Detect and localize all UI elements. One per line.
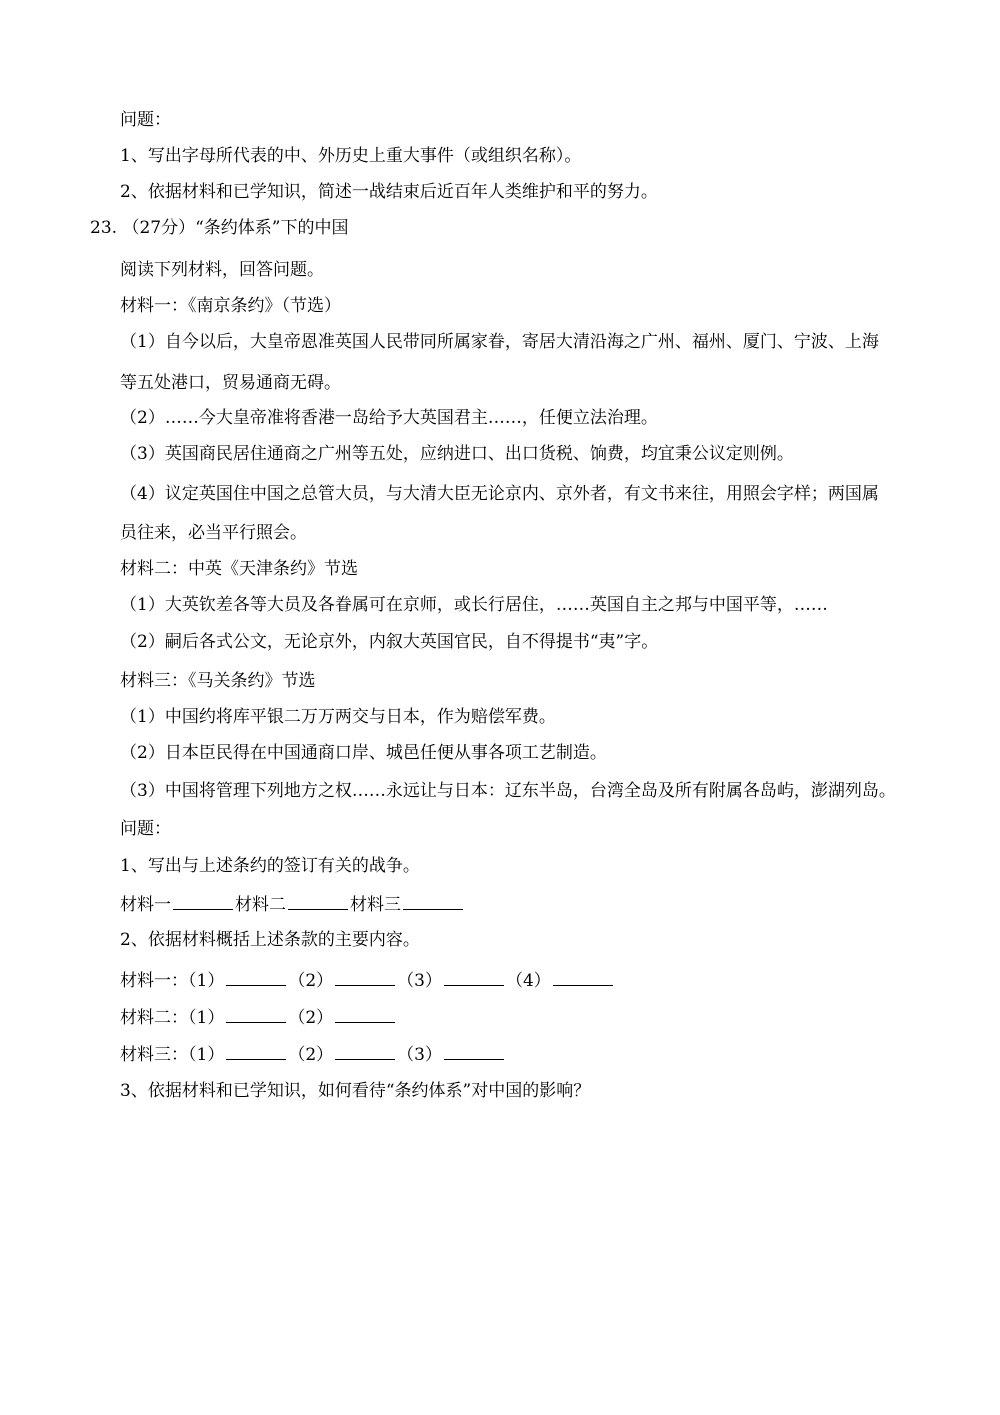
row-label-material-2: 材料二：	[120, 1008, 188, 1028]
prev-question-1: 1、写出字母所代表的中、外历史上重大事件（或组织名称）。	[120, 146, 582, 166]
num-3: （3）	[397, 1045, 442, 1065]
blank-m2-2[interactable]	[335, 1004, 395, 1023]
material-2-clause-1: （1）大英钦差各等大员及各眷属可在京师，或长行居住，……英国自主之邦与中国平等，……	[120, 595, 828, 615]
instruction: 阅读下列材料，回答问题。	[120, 260, 324, 280]
num-2: （2）	[288, 971, 334, 991]
num-1: （1）	[188, 1045, 225, 1065]
answer-row-material-3	[120, 1041, 506, 1066]
num-4: （4）	[505, 971, 551, 991]
material-3-title: 材料三：《马关条约》节选	[120, 671, 316, 691]
questions-heading: 问题：	[120, 819, 171, 839]
question-3: 3、依据材料和已学知识，如何看待“条约体系”对中国的影响？	[120, 1081, 591, 1101]
blank-m1-1[interactable]	[226, 967, 286, 986]
blank-war-1[interactable]	[173, 891, 233, 910]
num-2: （2）	[288, 1008, 334, 1028]
material-1-title: 材料一：《南京条约》（节选）	[120, 296, 341, 316]
material-3-clause-3: （3）中国将管理下列地方之权……永远让与日本：辽东半岛，台湾全岛及所有附属各岛屿，澎湖列岛。	[120, 781, 896, 801]
answer-row-material-2	[120, 1004, 397, 1029]
prev-question-2: 2、依据材料和已学知识，简述一战结束后近百年人类维护和平的努力。	[120, 182, 658, 202]
answer-row-material-1	[120, 967, 615, 992]
material-3-clause-2: （2）日本臣民得在中国通商口岸、城邑任便从事各项工艺制造。	[120, 743, 607, 763]
question-1: 1、写出与上述条约的签订有关的战争。	[120, 856, 420, 876]
prev-questions-heading: 问题：	[120, 110, 171, 130]
material-1-clause-1: （1）自今以后，大皇帝恩准英国人民带同所属家眷，寄居大清沿海之广州、福州、厦门、宁波、上海	[120, 332, 879, 352]
num-2: （2）	[288, 1045, 334, 1065]
material-1-clause-4-cont: 员往来，必当平行照会。	[120, 523, 307, 543]
blank-war-2[interactable]	[288, 891, 348, 910]
material-1-clause-3: （3）英国商民居住通商之广州等五处，应纳进口、出口货税、饷费，均宜秉公议定则例。	[120, 444, 794, 464]
label-material-2: 材料二	[235, 895, 286, 915]
material-1-clause-4: （4）议定英国住中国之总管大员，与大清大臣无论京内、京外者，有文书来往，用照会字样；两国属	[120, 484, 879, 504]
num-1: （1）	[188, 971, 225, 991]
material-2-title: 材料二：中英《天津条约》节选	[120, 559, 358, 579]
blank-m1-2[interactable]	[335, 967, 395, 986]
question-2: 2、依据材料概括上述条款的主要内容。	[120, 930, 420, 950]
blank-m1-3[interactable]	[444, 967, 504, 986]
blank-m3-2[interactable]	[335, 1041, 395, 1060]
material-2-clause-2: （2）嗣后各式公文，无论京外，内叙大英国官民，自不得提书“夷”字。	[120, 632, 659, 652]
blank-m3-1[interactable]	[226, 1041, 286, 1060]
material-1-clause-2: （2）……今大皇帝准将香港一岛给予大英国君主……，任便立法治理。	[120, 408, 658, 428]
material-3-clause-1: （1）中国约将库平银二万万两交与日本，作为赔偿军费。	[120, 707, 556, 727]
blank-m2-1[interactable]	[226, 1004, 286, 1023]
num-3: （3）	[397, 971, 442, 991]
blank-war-3[interactable]	[403, 891, 463, 910]
num-1: （1）	[188, 1008, 225, 1028]
answer-row-wars	[120, 891, 465, 916]
row-label-material-1: 材料一：	[120, 971, 188, 991]
question-23-title: 23. （27分）“条约体系”下的中国	[90, 218, 349, 238]
blank-m1-4[interactable]	[553, 967, 613, 986]
row-label-material-3: 材料三：	[120, 1045, 188, 1065]
label-material-3: 材料三	[350, 895, 401, 915]
blank-m3-3[interactable]	[444, 1041, 504, 1060]
material-1-clause-1-cont: 等五处港口，贸易通商无碍。	[120, 373, 341, 393]
label-material-1: 材料一	[120, 895, 171, 915]
